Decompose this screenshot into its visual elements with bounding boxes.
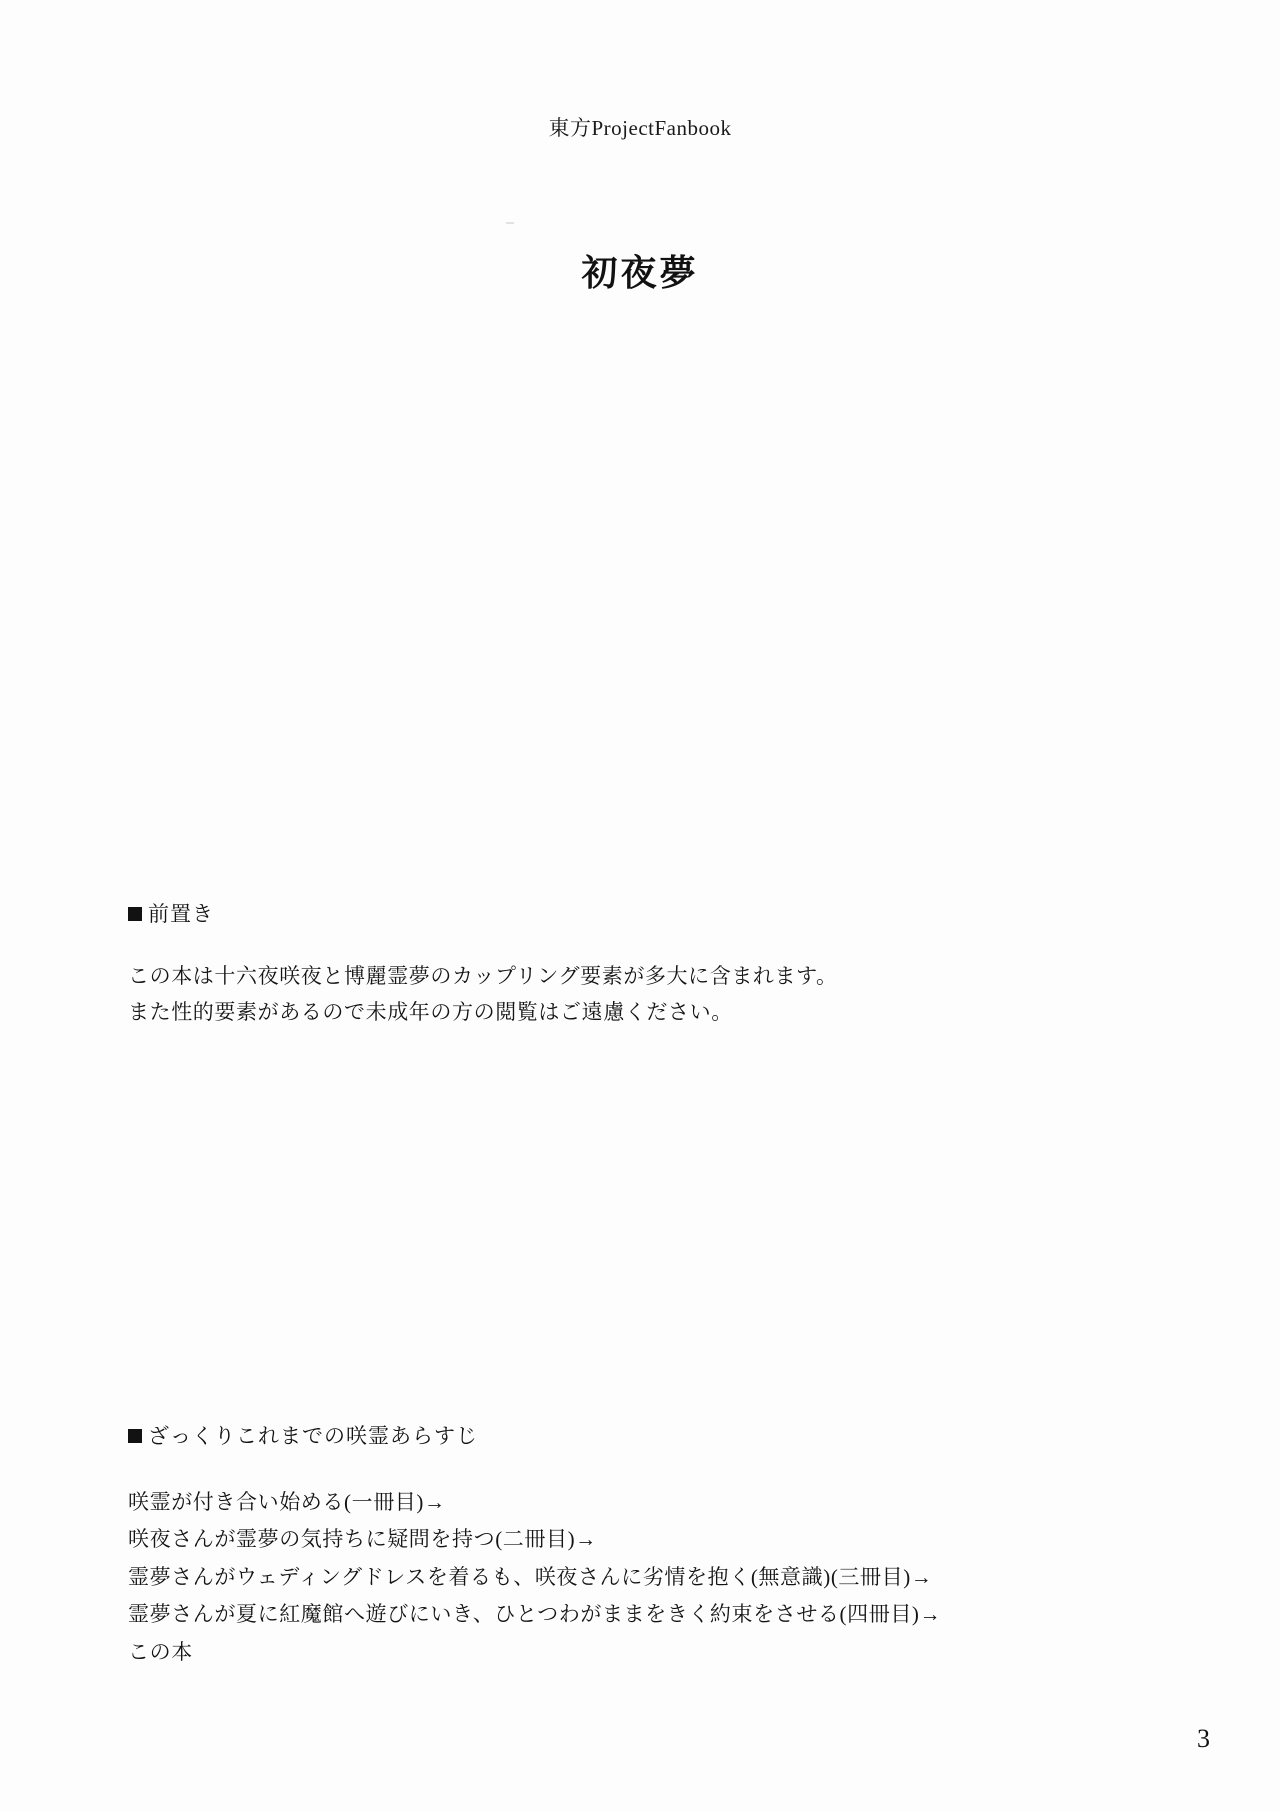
list-item: この本 bbox=[128, 1639, 193, 1664]
page-title: 初夜夢 bbox=[581, 253, 699, 293]
list-item: 霊夢さんがウェディングドレスを着るも、咲夜さんに劣情を抱く(無意識)(三冊目)→ bbox=[128, 1564, 933, 1589]
list-item: 霊夢さんが夏に紅魔館へ遊びにいき、ひとつわがままをきく約束をさせる(四冊目)→ bbox=[128, 1602, 942, 1627]
section-synopsis-heading-label: ざっくりこれまでの咲霊あらすじ bbox=[148, 1424, 478, 1448]
paragraph-line: この本は十六夜咲夜と博麗霊夢のカップリング要素が多大に含まれます。 bbox=[128, 964, 838, 988]
list-item: 咲夜さんが霊夢の気持ちに疑問を持つ(二冊目)→ bbox=[128, 1527, 597, 1552]
filled-square-icon bbox=[128, 1429, 142, 1443]
section-synopsis-body bbox=[128, 1484, 1170, 1671]
paragraph-line: また性的要素があるので未成年の方の閲覧はご遠慮ください。 bbox=[128, 1000, 733, 1025]
filled-square-icon bbox=[128, 907, 142, 921]
page-header: 東方ProjectFanbook bbox=[548, 116, 732, 140]
section-preface-body bbox=[128, 958, 1170, 1030]
faint-artifact-mark bbox=[506, 222, 514, 224]
page-number: 3 bbox=[1197, 1724, 1210, 1753]
section-synopsis bbox=[128, 1420, 1170, 1671]
section-preface bbox=[128, 898, 1170, 1030]
section-synopsis-heading bbox=[128, 1420, 1170, 1450]
list-item: 咲霊が付き合い始める(一冊目)→ bbox=[128, 1490, 446, 1514]
section-preface-heading-label: 前置き bbox=[148, 902, 214, 926]
section-preface-heading bbox=[128, 898, 1170, 928]
